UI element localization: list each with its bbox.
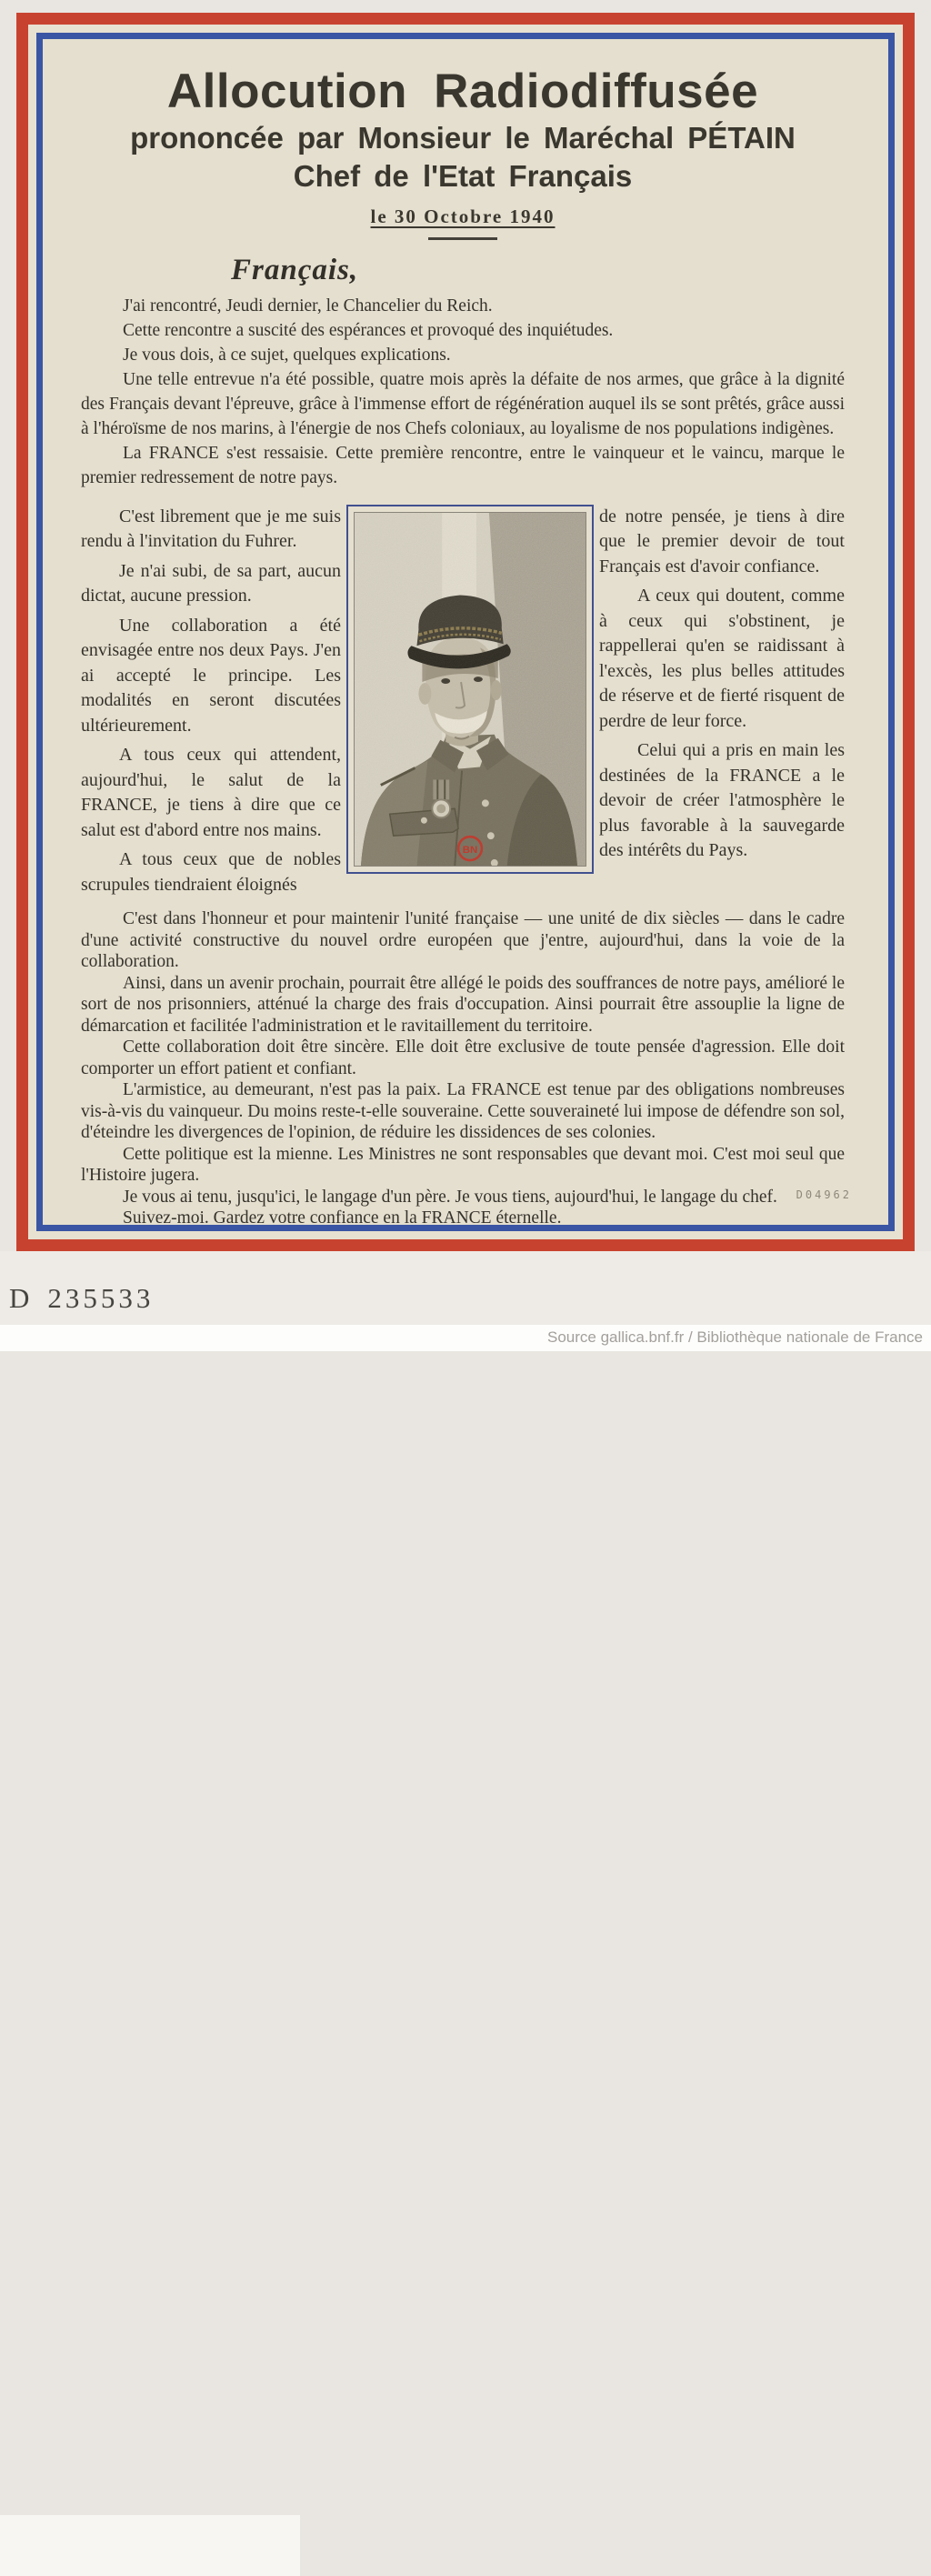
paragraph: Une telle entrevue n'a été possible, quatre mois après la défaite de nos armes, que grâce à la dignité des Français devant l'épreuve, grâce à l'immense effort de régénération auquel ils se sont prêtés, grâce aussi à l'héroïsme de nos marins, à l'énergie de nos Chefs coloniaux, au loyalisme de nos populations indigènes. (81, 369, 845, 438)
source-credit: Source gallica.bnf.fr / Bibliothèque nationale de France (547, 1328, 923, 1346)
title-block (81, 66, 845, 240)
intro-paragraphs (81, 294, 845, 490)
paragraph: A ceux qui doutent, comme à ceux qui s'obstinent, je rappellerai qu'en se raidissant à l'excès, les plus belles attitudes de réserve et de fierté risquent de perdre de leur force. (599, 586, 845, 731)
poster-subtitle-speaker: prononcée par Monsieur le Maréchal PÉTAIN (130, 121, 796, 155)
bn-stamp-label: BN (462, 844, 478, 856)
paragraph: Une collaboration a été envisagée entre nos deux Pays. J'en ai accepté le principe. Les modalités en seront discutées ultérieurement. (81, 615, 341, 736)
paragraph: A tous ceux que de nobles scrupules tiendraient éloignés (81, 849, 341, 895)
paragraph: Cette collaboration doit être sincère. Elle doit être exclusive de toute pensée d'agression. Elle doit comporter un effort patient et confiant. (81, 1037, 845, 1078)
printer-code: D04962 (796, 1188, 852, 1201)
date-divider-rule (428, 237, 497, 240)
paper-patch (0, 2515, 300, 2576)
library-shelfmark-stamp (9, 1282, 154, 1315)
shelfmark-number: 235533 (47, 1282, 155, 1314)
paragraph: L'armistice, au demeurant, n'est pas la paix. La FRANCE est tenue par des obligations nombreuses vis-à-vis du vainqueur. Du moins reste-t-elle souveraine. Cette souveraineté lui impose de défendre son sol, d'éteindre les divergences de l'opinion, de réduire les dissidences de ses colonies. (81, 1080, 845, 1143)
paragraph: Je vous ai tenu, jusqu'ici, le langage d'un père. Je vous tiens, aujourd'hui, le langage du chef. (123, 1187, 777, 1207)
poster-title: Allocution Radiodiffusée (166, 65, 759, 118)
poster-page (36, 33, 895, 1231)
poster-date: le 30 Octobre 1940 (370, 205, 556, 227)
paragraph: Ainsi, dans un avenir prochain, pourrait être allégé le poids des souffrances de notre pays, amélioré le sort de nos prisonniers, atténué la charge des frais d'occupation. Ainsi pourrait être assouplie la ligne de démarcation et facilitée l'administration et le ravitaillement du territoire. (81, 973, 845, 1036)
petain-portrait-photo (354, 512, 586, 867)
paragraph: J'ai rencontré, Jeudi dernier, le Chancelier du Reich. (123, 296, 493, 316)
paragraph: de notre pensée, je tiens à dire que le premier devoir de tout Français est d'avoir confiance. (599, 506, 845, 576)
poster-red-frame (16, 13, 915, 1251)
left-column (81, 503, 341, 898)
paragraph: Je vous dois, à ce sujet, quelques explications. (123, 345, 451, 365)
middle-section (81, 503, 845, 898)
paragraph: Cette politique est la mienne. Les Ministres ne sont responsables que devant moi. C'est moi seul que l'Histoire jugera. (81, 1144, 845, 1186)
poster-frame-gap (28, 25, 903, 1239)
paragraph: C'est librement que je me suis rendu à l'invitation du Fuhrer. (81, 506, 341, 552)
paragraph: Je n'ai subi, de sa part, aucun dictat, aucune pression. (81, 560, 341, 606)
salutation: Français, (231, 253, 359, 286)
paragraph: Cette rencontre a suscité des espérances et provoqué des inquiétudes. (123, 320, 614, 340)
paragraph: La FRANCE s'est ressaisie. Cette première rencontre, entre le vainqueur et le vaincu, marque le premier redressement de notre pays. (81, 443, 845, 487)
paragraph: C'est dans l'honneur et pour maintenir l'unité française — une unité de dix siècles — dans le cadre d'une activité constructive du nouvel ordre européen que j'entre, aujourd'hui, dans la voie de la collaboration. (81, 909, 845, 972)
poster-subtitle-role: Chef de l'Etat Français (293, 159, 633, 194)
gallica-source-bar (0, 1325, 931, 1351)
paragraph: Suivez-moi. Gardez votre confiance en la FRANCE éternelle. (123, 1208, 562, 1228)
bottom-paragraphs (81, 908, 845, 1229)
shelfmark-letter: D (9, 1282, 34, 1314)
petain-portrait-frame (346, 505, 594, 874)
right-column (599, 503, 845, 898)
paragraph: Celui qui a pris en main les destinées de la FRANCE a le devoir de créer l'atmosphère le plus favorable à la sauvegarde des intérêts du Pays. (599, 740, 845, 861)
petain-portrait-illustration (354, 512, 586, 867)
paragraph: A tous ceux qui attendent, aujourd'hui, le salut de la FRANCE, je tiens à dire que ce salut est d'abord entre nos mains. (81, 745, 341, 840)
